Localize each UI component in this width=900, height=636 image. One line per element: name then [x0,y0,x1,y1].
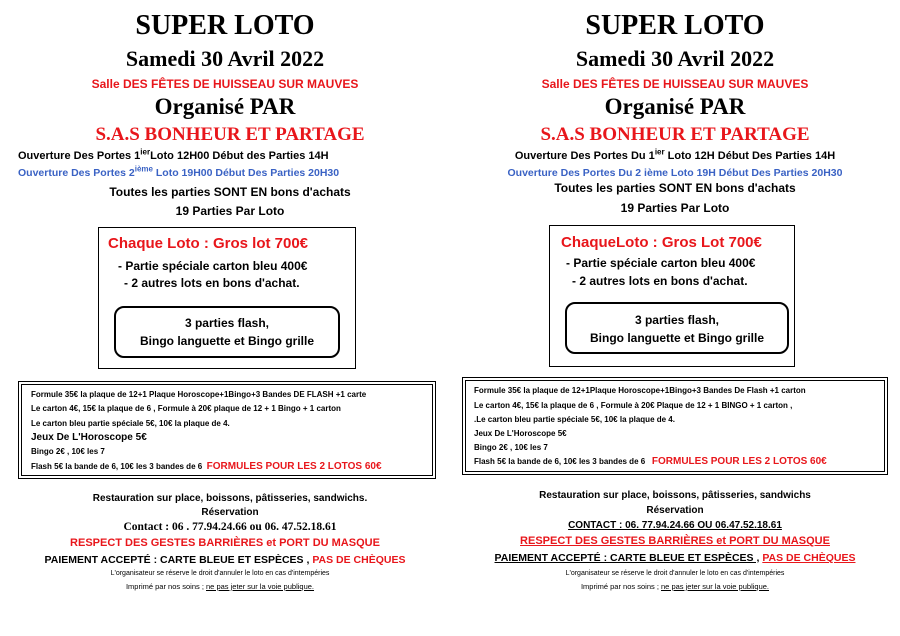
parties-count: 19 Parties Par Loto [175,204,285,218]
formula-line-1: Formule 35€ la plaque de 12+1 Plaque Horoscope+1Bingo+3 Bandes DE FLASH +1 carte [31,390,367,399]
health-notice: RESPECT DES GESTES BARRIÈRES et PORT DU MASQUE [520,535,830,547]
cancellation-disclaimer: L'organisateur se réserve le droit d'annuler le loto en cas d'intempéries [565,570,785,577]
loto2-schedule: Ouverture Des Portes Du 2 ième Loto 19H Début Des Parties 20H30 [507,167,843,179]
formula-line-4: Jeux De L'Horoscope 5€ [31,432,147,443]
formula-line-4: Jeux De L'Horoscope 5€ [474,429,567,438]
loto1-schedule: Ouverture Des Portes Du $1^{ier}$ Loto 12H Début Des Parties 14H [514,147,836,162]
event-venue: Salle DES FÊTES DE HUISSEAU SUR MAUVES [541,77,809,91]
special-prize: - Partie spéciale carton bleu 400€ [566,256,756,270]
catering: Restauration sur place, boissons, pâtisseries, sandwichs. [92,493,368,504]
loto1-schedule: Ouverture Des Portes $1^{ier}Loto$ 12H00 Début des Parties 14H [18,147,329,162]
formula-line-5: Bingo 2€ , 10€ les 7 [31,447,105,456]
payment-info: PAIEMENT ACCEPTÉ : CARTE BLEUE ET ESPÈCES , PAS DE CHÈQUES [494,552,856,564]
formula-line-1: Formule 35€ la plaque de 12+1Plaque Horoscope+1Bingo+3 Bandes De Flash +1 carton [474,386,806,395]
other-prizes: - 2 autres lots en bons d'achat. [124,276,300,290]
other-prizes: - 2 autres lots en bons d'achat. [572,274,748,288]
organized-by: Organisé PAR [604,94,746,119]
event-title: SUPER LOTO [135,10,315,41]
event-title: SUPER LOTO [585,10,765,41]
contact-phones: Contact : 06 . 77.94.24.66 ou 06. 47.52.18.61 [123,521,337,533]
flyer-right [450,0,900,636]
cancellation-disclaimer: L'organisateur se réserve le droit d'annuler le loto en cas d'intempéries [110,570,330,577]
print-notice: Imprimé par nos soins ; ne pas jeter sur la voie publique. [580,582,770,591]
formula-line-6: Flash 5€ la bande de 6, 10€ les 3 bandes de 6 FORMULES POUR LES 2 LOTOS 60€ [474,456,827,467]
vouchers-note: Toutes les parties SONT EN bons d'achats [554,181,796,195]
payment-info: PAIEMENT ACCEPTÉ : CARTE BLEUE ET ESPÈCES , PAS DE CHÈQUES [44,554,406,566]
vouchers-note: Toutes les parties SONT EN bons d'achats [109,185,351,199]
formula-offer: FORMULES POUR LES 2 LOTOS 60€ [651,456,827,467]
parties-count: 19 Parties Par Loto [620,201,730,215]
formula-line-5: Bingo 2€ , 10€ les 7 [474,443,548,452]
organizer-name: S.A.S BONHEUR ET PARTAGE [540,124,810,145]
special-prize: - Partie spéciale carton bleu 400€ [118,259,308,273]
flash-games: 3 parties flash, [184,316,270,330]
loto2-schedule: Ouverture Des Portes 2ième Loto 19H00 Début Des Parties 20H30 [18,164,340,179]
reservation-label: Réservation [646,505,704,516]
jackpot-text: Chaque Loto : Gros lot 700€ [108,235,309,252]
event-date: Samedi 30 Avril 2022 [125,46,325,71]
reservation-label: Réservation [201,507,259,518]
catering: Restauration sur place, boissons, pâtisseries, sandwichs [539,490,811,501]
contact-phones: CONTACT : 06. 77.94.24.66 OU 06.47.52.18.61 [568,520,782,531]
organizer-name: S.A.S BONHEUR ET PARTAGE [95,124,365,145]
flash-games: 3 parties flash, [634,313,720,327]
bingo-games: Bingo languette et Bingo grille [140,334,314,348]
event-venue: Salle DES FÊTES DE HUISSEAU SUR MAUVES [91,77,359,91]
formula-line-3: .Le carton bleu partie spéciale 5€, 10€ la plaque de 4. [474,415,675,424]
formula-offer: FORMULES POUR LES 2 LOTOS 60€ [206,461,382,472]
health-notice: RESPECT DES GESTES BARRIÈRES et PORT DU MASQUE [70,537,380,549]
formula-line-3: Le carton bleu partie spéciale 5€, 10€ la plaque de 4. [31,419,230,428]
event-date: Samedi 30 Avril 2022 [575,46,775,71]
jackpot-text: ChaqueLoto : Gros Lot 700€ [561,234,762,251]
formula-line-2: Le carton 4€, 15€ la plaque de 6 , Formule à 20€ plaque de 12 + 1 Bingo + 1 carton [31,404,341,413]
bingo-games: Bingo languette et Bingo grille [590,331,764,345]
print-notice: Imprimé par nos soins ; ne pas jeter sur la voie publique. [125,582,315,591]
flash-box [114,306,340,358]
flash-box [565,302,789,354]
formula-line-6: Flash 5€ la bande de 6, 10€ les 3 bandes de 6 FORMULES POUR LES 2 LOTOS 60€ [31,461,382,472]
organized-by: Organisé PAR [154,94,296,119]
formula-line-2: Le carton 4€, 15€ la plaque de 6 , Formule à 20€ Plaque de 12 + 1 BINGO + 1 carton , [474,401,793,410]
